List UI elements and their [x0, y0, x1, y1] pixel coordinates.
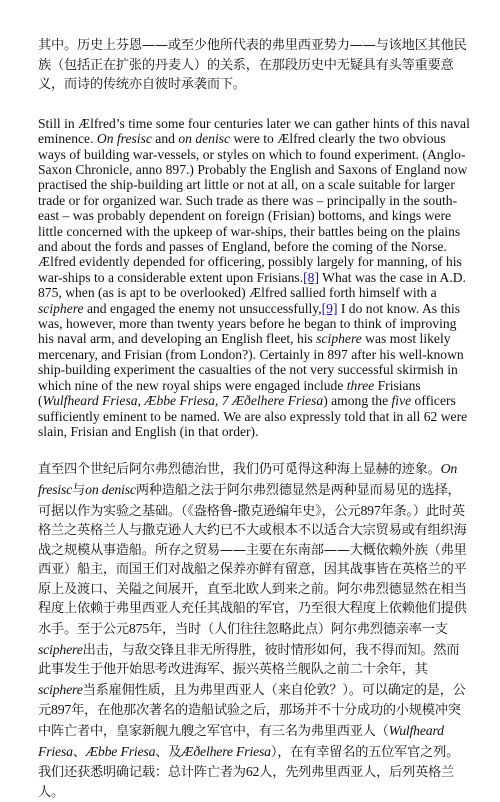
zh-text: 与 — [72, 482, 86, 498]
zh-text: 当系雇佣性质，且为弗里西亚人（来自伦敦？）。可以确定的是，公元 — [38, 682, 466, 719]
zh-number: 875 — [128, 621, 150, 637]
zh-text: 年，当时（人们往往忽略此点）阿尔弗烈德亲率一支 — [149, 622, 448, 638]
en-text: and engaged the enemy not unsuccessfully, — [83, 300, 322, 316]
zh-italic: Wulfheard Friesa — [38, 723, 444, 759]
en-italic: Wulfheard Friesa, Æbbe Friesa, 7 Æðelhere Friesa — [42, 393, 324, 409]
en-text: officers sufficiently eminent to be named. We are also expressly told that in all 62 were slain, Frisian and English (in that order). — [38, 393, 468, 439]
zh-number: 62 — [245, 764, 260, 780]
en-text: Frisians ( — [38, 377, 421, 409]
zh-text: 人，先列弗里西亚人，后列英格兰人。 — [38, 765, 455, 800]
zh-text: 直至四个世纪后阿尔弗烈德治世，我们仍可觅得这种海上显赫的迹象。 — [38, 462, 441, 478]
en-text: was most likely mercenary, and Frisian (from London?). Certainly in 897 after his well-known ship-building experiment the casualties of the not very successful skirmish in which nine of the new royal ships were engaged include — [38, 331, 464, 393]
en-text: What was the case in A.D. 875, when (as is apt to be overlooked) Ælfred sallied forth himself with a — [38, 269, 466, 301]
en-italic: five — [391, 393, 412, 409]
en-text: were to Ælfred clearly the two obvious ways of building war-vessels, or styles on which to found experiment. (Anglo-Saxon Chronicle, anno 897.) Probably the English and Saxons of England now practised the ship-building art little or not at all, on a scale suitable for larger trade or for organized war. Such trade as there was – principally in the south-east – was probably dependent on foreign (Frisian) bottoms, and kings were little concerned with the upkeep of war-ships, their battles being on the plains and about the fords and passes of England, before the coming of the Norse. Ælfred evidently depended for officering, possibly largely for manning, of his war-ships to a considerable extent upon Frisians. — [38, 131, 468, 285]
en-text: and — [151, 131, 179, 147]
zh-number: 897 — [360, 502, 381, 518]
footnote-link-9[interactable]: [9] — [321, 300, 338, 316]
en-italic: On fresisc — [96, 131, 152, 147]
english-paragraph — [38, 116, 472, 440]
en-italic: three — [346, 377, 375, 393]
zh-text: 年，在他那次著名的造船试验之后，那场并不十分成功的小规模冲突中阵亡者中，皇家新舰九艘之军官中，有三名为弗里西亚人（ — [38, 703, 461, 740]
zh-text: 出击，与敌交锋且非无所得胜，彼时情形如何，我不得而知。然而此事发生于他开始思考改进海军、振兴英格兰舰队之前二十余年，其 — [38, 642, 460, 678]
zh-number: 897 — [51, 702, 72, 718]
en-text: I do not know. As this was, however, more than twenty years before he began to think of improving his naval arm, and developing an English fleet, his — [38, 300, 461, 347]
intro-text: 其中。历史上芬恩——或至少他所代表的弗里西亚势力——与该地区其他民族（包括正在扩张的丹麦人）的关系，在那段历史中无疑具有头等重要意义，而诗的传统亦自彼时承袭而下。 — [38, 38, 467, 93]
zh-text: 、 — [72, 744, 86, 760]
zh-italic: Æbbe Friesa — [85, 743, 156, 759]
en-text: Still in Ælfred’s time some four centuries later we can gather hints of this naval eminence. — [38, 115, 470, 147]
zh-text: ），在有幸留名的五位军官之列。我们还获悉明确记载：总计阵亡者为 — [38, 744, 460, 781]
zh-text: 两种造船之法于阿尔弗烈德显然是两种显而易见的选择，可据以作为实验之基础。（《盎格鲁-撒克逊编年史》，公元 — [38, 482, 461, 519]
zh-italic: Æðelhere Friesa — [181, 743, 271, 759]
zh-italic: sciphere — [38, 681, 83, 697]
zh-text: 、及 — [155, 744, 182, 760]
en-italic: sciphere — [38, 300, 84, 316]
zh-italic: On fresisc — [38, 461, 458, 497]
chinese-paragraph — [38, 459, 472, 802]
en-italic: on denisc — [178, 131, 231, 147]
footnote-link-8[interactable]: [8] — [303, 269, 319, 285]
zh-text: 年条。）此时英格兰之英格兰人与撒克逊人大约已不大或根本不以适合大宗贸易或有组织海战之规模从事造船。所存之贸易——主要在东南部——大概依赖外族（弗里西亚）船主，而国王们对战船之保养亦鲜有留意，因其战事皆在英格兰的平原上及渡口、关隘之间展开，直至北欧人到来之前。阿尔弗烈德显然在相当程度上依赖于弗里西亚人充任其战船的军官，乃至很大程度上依赖他们提供水手。至于公元 — [38, 503, 467, 638]
zh-italic: on denisc — [85, 481, 136, 497]
en-text: ) among the — [323, 393, 392, 409]
zh-italic: sciphere — [38, 641, 83, 657]
en-italic: sciphere — [316, 331, 362, 347]
intro-paragraph — [38, 36, 472, 95]
